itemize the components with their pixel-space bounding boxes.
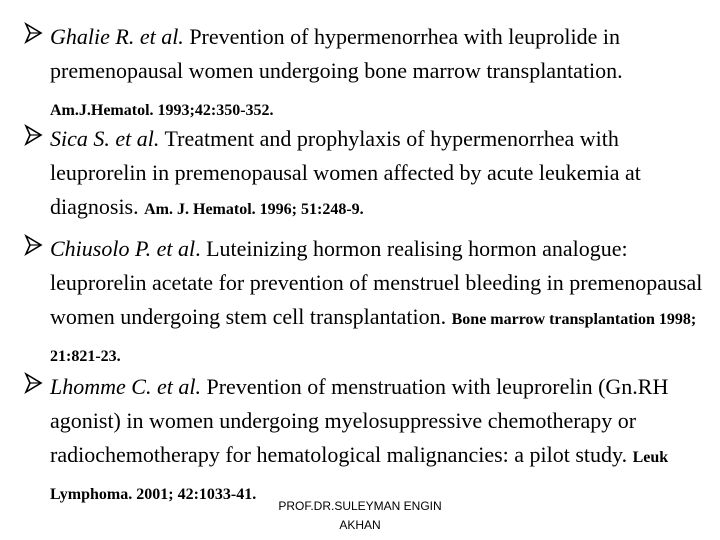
footer-author-line-2: AKHAN <box>339 518 381 532</box>
arrowhead-check-bullet-icon <box>24 233 44 257</box>
reference-authors: Ghalie R. et al. <box>50 24 184 49</box>
reference-journal: Bone marrow transplantation 1998; 21:821-23. <box>50 311 697 365</box>
reference-title: Treatment and prophylaxis of hypermenorrhea with leuprorelin in premenopausal women affected by acute leukemia at diagnosis. <box>50 126 641 219</box>
reference-journal: Am. J. Hematol. 1996; 51:248-9. <box>144 201 364 218</box>
reference-authors: Lhomme C. et al. <box>50 374 201 399</box>
reference-authors: Chiusolo P. et al <box>50 236 196 261</box>
reference-text <box>50 20 704 126</box>
arrowhead-check-bullet-icon <box>24 21 44 45</box>
arrowhead-check-bullet-icon <box>24 371 44 395</box>
reference-text <box>50 370 704 512</box>
footer-author-line-1: PROF.DR.SULEYMAN ENGIN <box>278 499 442 513</box>
arrowhead-check-bullet-icon <box>24 123 44 147</box>
reference-text <box>50 122 704 227</box>
reference-item <box>24 20 704 126</box>
reference-item <box>24 232 704 374</box>
reference-journal: Leuk Lymphoma. 2001; 42:1033-41. <box>50 449 669 503</box>
reference-title: Prevention of hypermenorrhea with leuprolide in premenopausal women undergoing bone marrow transplantation. <box>50 24 623 83</box>
reference-title: Prevention of menstruation with leuprorelin (Gn.RH agonist) in women undergoing myelosuppressive chemotherapy or radiochemotherapy for hematological malignancies: a pilot study. <box>50 374 669 467</box>
reference-title: . Luteinizing hormon realising hormon analogue: leuprorelin acetate for prevention of menstruel bleeding in premenopausal women undergoing stem cell transplantation. <box>50 236 703 329</box>
reference-text <box>50 232 704 374</box>
slide-footer <box>262 497 458 535</box>
reference-item <box>24 370 704 512</box>
reference-journal: Am.J.Hematol. 1993;42:350-352. <box>50 102 274 119</box>
reference-authors: Sica S. et al. <box>50 126 160 151</box>
reference-item <box>24 122 704 227</box>
